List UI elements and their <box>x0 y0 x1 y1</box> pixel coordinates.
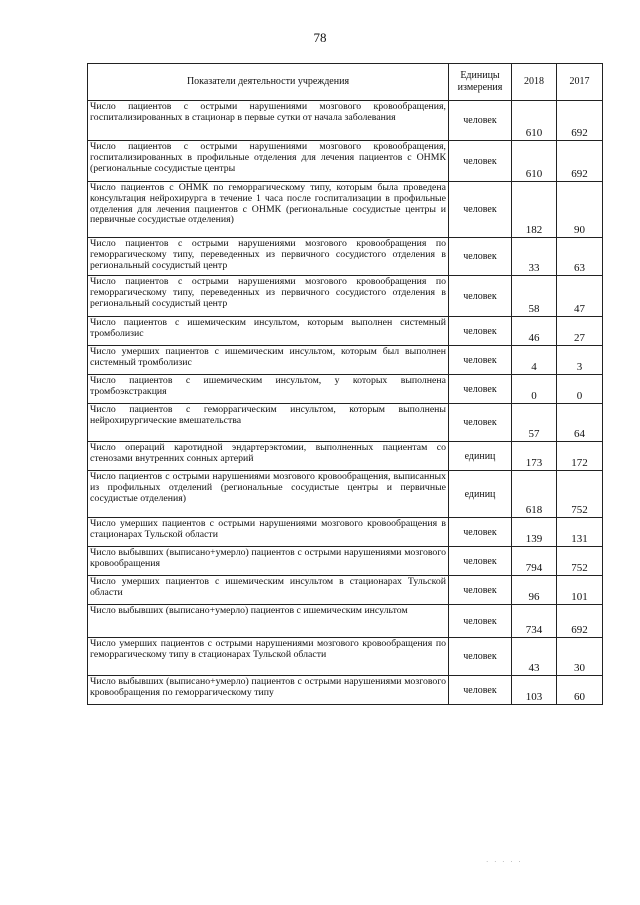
row-value-2018: 610 <box>512 141 557 182</box>
row-value-2018: 794 <box>512 547 557 576</box>
row-value-2018: 4 <box>512 346 557 375</box>
row-value-2017: 101 <box>557 576 603 605</box>
row-value-2018: 734 <box>512 605 557 638</box>
row-value-2018: 173 <box>512 442 557 471</box>
row-value-2017: 0 <box>557 375 603 404</box>
row-value-2017: 752 <box>557 547 603 576</box>
row-value-2018: 0 <box>512 375 557 404</box>
row-value-2017: 30 <box>557 638 603 676</box>
row-value-2017: 90 <box>557 182 603 238</box>
row-indicator: Число умерших пациентов с ишемическим инсультом, которым был выполнен системный тромболизис <box>88 346 449 375</box>
row-value-2017: 172 <box>557 442 603 471</box>
row-unit: человек <box>449 182 512 238</box>
table-row <box>88 276 603 317</box>
header-2018: 2018 <box>512 64 557 101</box>
row-unit: человек <box>449 346 512 375</box>
row-unit: единиц <box>449 471 512 518</box>
row-value-2017: 27 <box>557 317 603 346</box>
table-header-row <box>88 64 603 101</box>
row-indicator: Число выбывших (выписано+умерло) пациентов с острыми нарушениями мозгового кровообращения <box>88 547 449 576</box>
table-row <box>88 676 603 705</box>
row-value-2017: 131 <box>557 518 603 547</box>
row-unit: человек <box>449 101 512 141</box>
row-value-2018: 33 <box>512 238 557 276</box>
table-row <box>88 238 603 276</box>
header-unit: Единицы измерения <box>449 64 512 101</box>
row-value-2018: 46 <box>512 317 557 346</box>
row-unit: человек <box>449 605 512 638</box>
row-indicator: Число операций каротидной эндартерэктомии, выполненных пациентам со стенозами внутренних сонных артерий <box>88 442 449 471</box>
table-row <box>88 442 603 471</box>
table-row <box>88 576 603 605</box>
row-unit: человек <box>449 404 512 442</box>
row-value-2018: 57 <box>512 404 557 442</box>
row-indicator: Число пациентов с ишемическим инсультом, которым выполнен системный тромболизис <box>88 317 449 346</box>
row-unit: человек <box>449 547 512 576</box>
row-indicator: Число умерших пациентов с острыми нарушениями мозгового кровообращения в стационарах Тульской области <box>88 518 449 547</box>
table-row <box>88 141 603 182</box>
row-value-2017: 63 <box>557 238 603 276</box>
row-value-2017: 60 <box>557 676 603 705</box>
row-indicator: Число пациентов с острыми нарушениями мозгового кровообращения, госпитализированных в профильные отделения для лечения пациентов с ОНМК (региональные сосудистые центры <box>88 141 449 182</box>
row-value-2018: 43 <box>512 638 557 676</box>
table-row <box>88 471 603 518</box>
row-value-2017: 47 <box>557 276 603 317</box>
row-indicator: Число пациентов с острыми нарушениями мозгового кровообращения по геморрагическому типу, переведенных из первичного сосудистого отделения в региональный сосудистый центр <box>88 276 449 317</box>
table-row <box>88 638 603 676</box>
row-value-2017: 692 <box>557 101 603 141</box>
table-row <box>88 605 603 638</box>
table-row <box>88 518 603 547</box>
row-value-2018: 618 <box>512 471 557 518</box>
row-indicator: Число умерших пациентов с острыми нарушениями мозгового кровообращения по геморрагическому типу в стационарах Тульской области <box>88 638 449 676</box>
row-unit: единиц <box>449 442 512 471</box>
row-value-2018: 610 <box>512 101 557 141</box>
row-value-2018: 96 <box>512 576 557 605</box>
header-2017: 2017 <box>557 64 603 101</box>
row-unit: человек <box>449 518 512 547</box>
row-indicator: Число пациентов с острыми нарушениями мозгового кровообращения, госпитализированных в стационар в первые сутки от начала заболевания <box>88 101 449 141</box>
table-row <box>88 404 603 442</box>
row-value-2017: 692 <box>557 605 603 638</box>
row-unit: человек <box>449 576 512 605</box>
row-value-2018: 139 <box>512 518 557 547</box>
row-unit: человек <box>449 676 512 705</box>
row-indicator: Число пациентов с острыми нарушениями мозгового кровообращения, выписанных из профильных отделений (региональные сосудистые центры и первичные сосудистые отделения) <box>88 471 449 518</box>
scan-marks: · · · · · <box>486 858 523 866</box>
row-indicator: Число пациентов с ОНМК по геморрагическому типу, которым была проведена консультация нейрохирурга в течение 1 часа после госпитализации в профильные отделения для лечения пациентов с ОНМК (региональные сосудистые центры и первичные сосудистые отделения) <box>88 182 449 238</box>
table-row <box>88 317 603 346</box>
row-indicator: Число умерших пациентов с ишемическим инсультом в стационарах Тульской области <box>88 576 449 605</box>
row-indicator: Число пациентов с геморрагическим инсультом, которым выполнены нейрохирургические вмешательства <box>88 404 449 442</box>
row-unit: человек <box>449 276 512 317</box>
row-value-2018: 182 <box>512 182 557 238</box>
header-indicator: Показатели деятельности учреждения <box>88 64 449 101</box>
row-unit: человек <box>449 317 512 346</box>
row-value-2017: 692 <box>557 141 603 182</box>
row-indicator: Число пациентов с острыми нарушениями мозгового кровообращения по геморрагическому типу, переведенных из первичного сосудистого отделения в региональный сосудистый центр <box>88 238 449 276</box>
page-number: 78 <box>313 30 327 45</box>
table-row <box>88 101 603 141</box>
row-indicator: Число выбывших (выписано+умерло) пациентов с ишемическим инсультом <box>88 605 449 638</box>
table-row <box>88 375 603 404</box>
row-unit: человек <box>449 638 512 676</box>
table-row <box>88 346 603 375</box>
row-indicator: Число выбывших (выписано+умерло) пациентов с острыми нарушениями мозгового кровообращения по геморрагическому типу <box>88 676 449 705</box>
row-unit: человек <box>449 375 512 404</box>
indicators-table <box>87 63 603 705</box>
row-value-2017: 3 <box>557 346 603 375</box>
row-unit: человек <box>449 238 512 276</box>
row-unit: человек <box>449 141 512 182</box>
row-value-2018: 58 <box>512 276 557 317</box>
table-row <box>88 182 603 238</box>
row-value-2018: 103 <box>512 676 557 705</box>
table-row <box>88 547 603 576</box>
row-value-2017: 64 <box>557 404 603 442</box>
row-value-2017: 752 <box>557 471 603 518</box>
row-indicator: Число пациентов с ишемическим инсультом, у которых выполнена тромбоэкстракция <box>88 375 449 404</box>
